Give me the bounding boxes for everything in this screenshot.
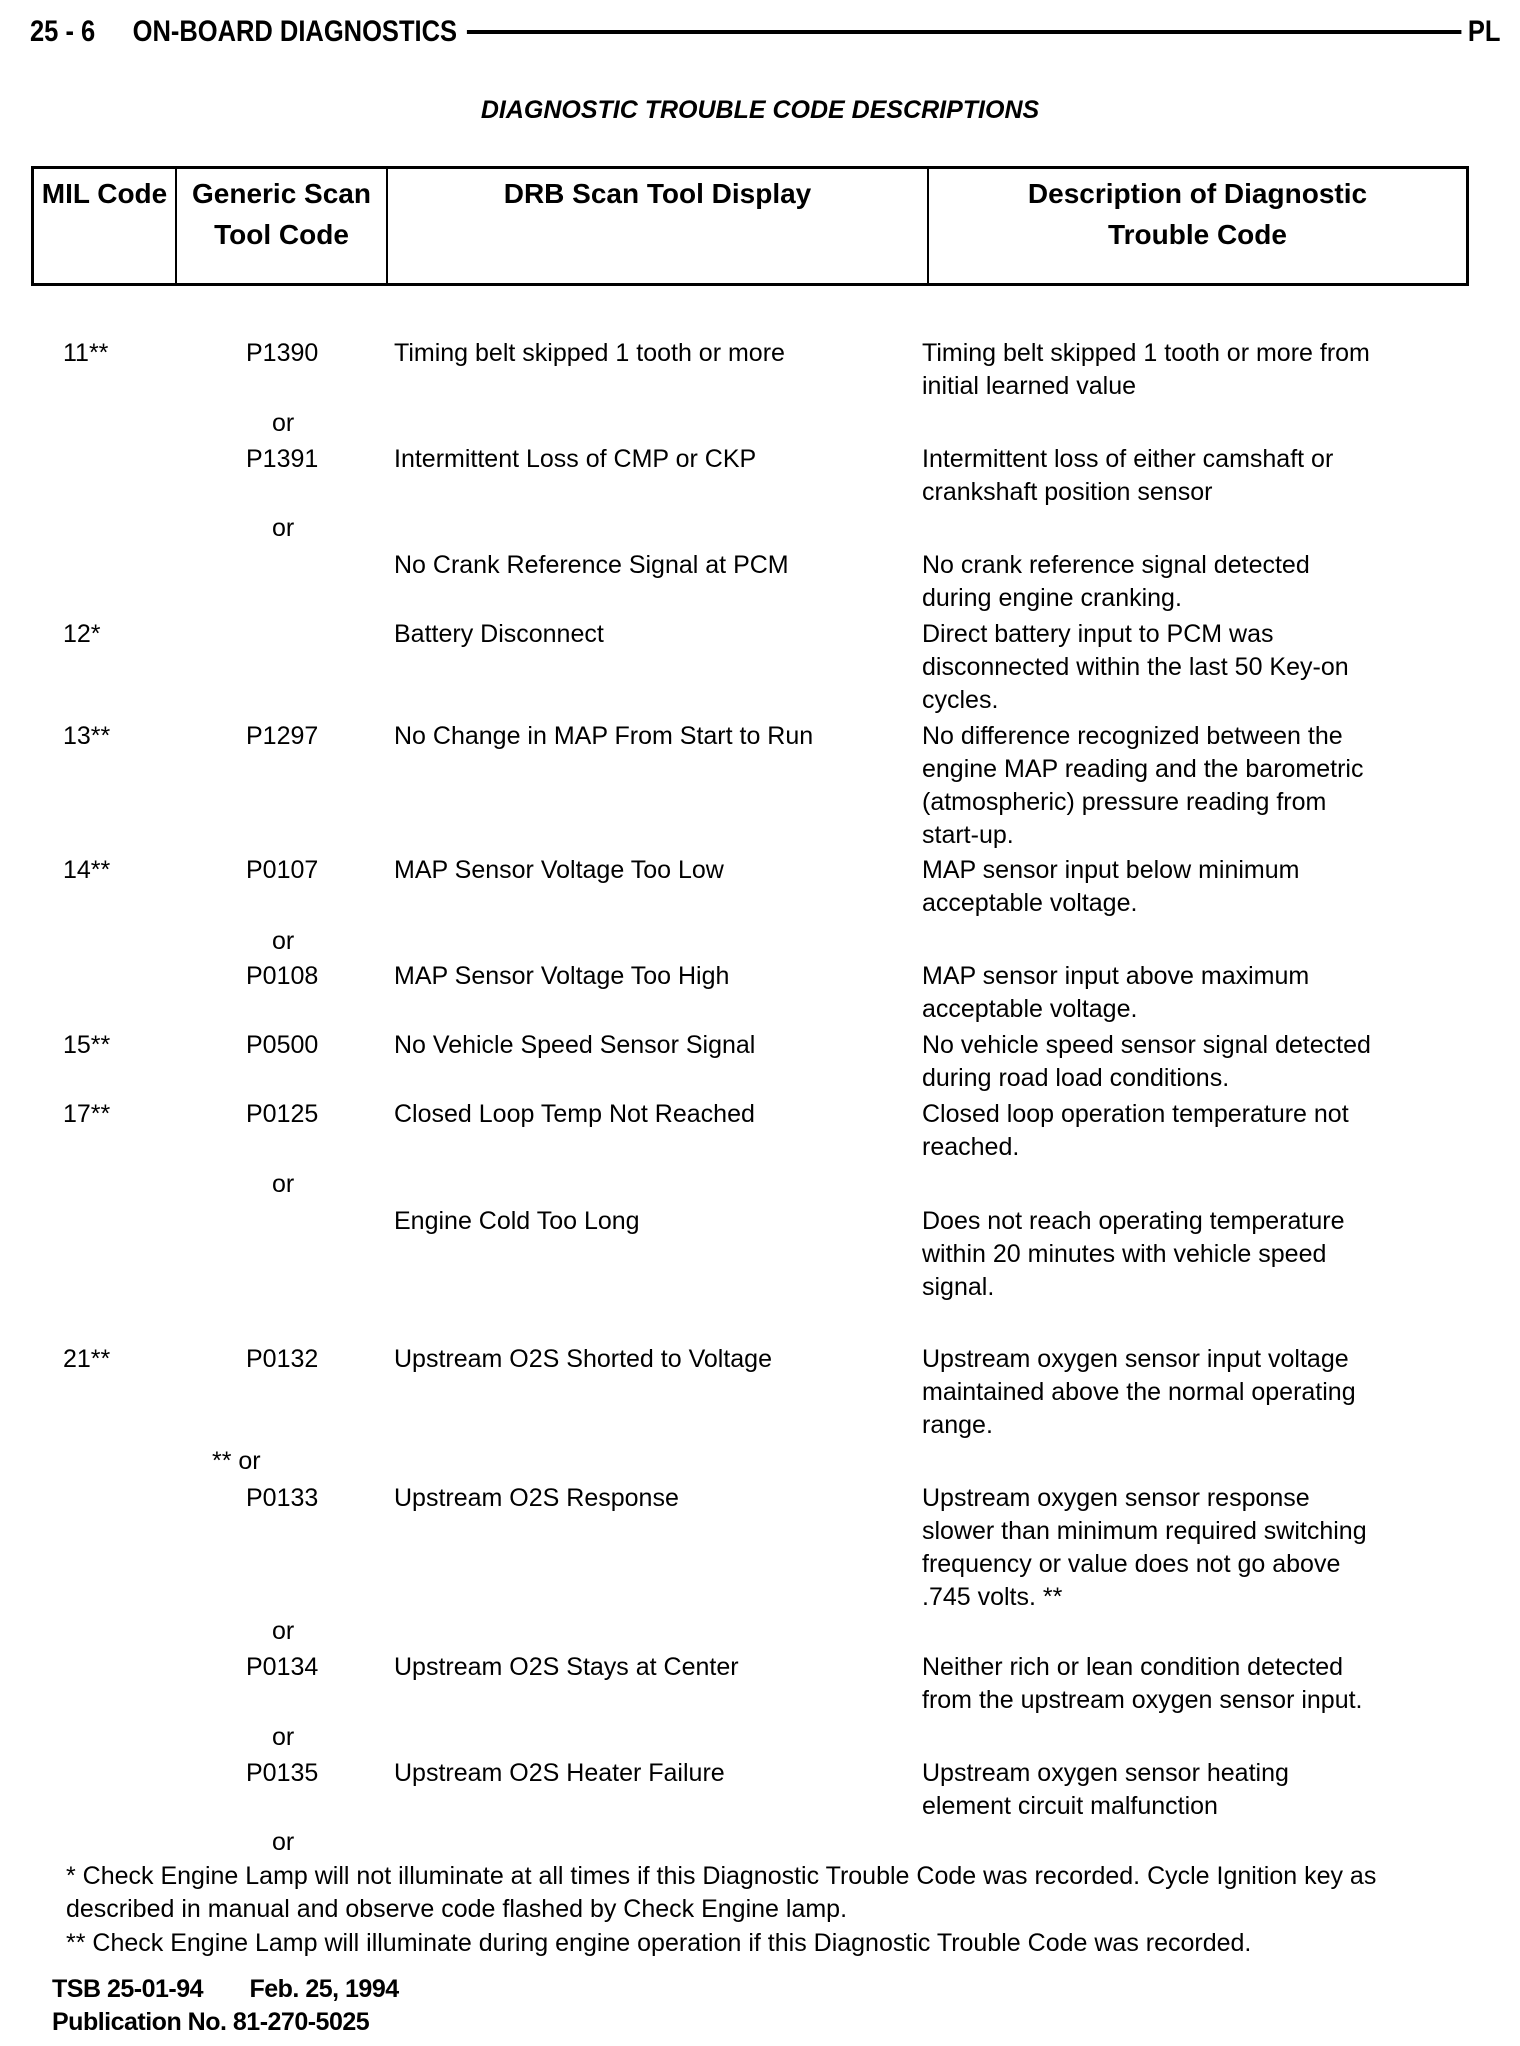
- header-rule: [467, 30, 1461, 34]
- publication-number: Publication No. 81-270-5025: [52, 2008, 370, 2036]
- tsb-number: TSB 25-01-94: [52, 1975, 204, 2003]
- scan-tool-code: or: [272, 1828, 295, 1856]
- section-title: ON-BOARD DIAGNOSTICS: [132, 15, 458, 48]
- code-description: Timing belt skipped 1 tooth or more from initial learned value: [922, 339, 1370, 400]
- scan-tool-code: P0132: [246, 1345, 319, 1373]
- code-description: Does not reach operating temperature within 20 minutes with vehicle speed signal.: [922, 1207, 1345, 1301]
- code-description: MAP sensor input above maximum acceptable voltage.: [922, 962, 1310, 1023]
- scan-tool-code: P0107: [246, 856, 319, 884]
- mil-code: 17**: [63, 1100, 111, 1128]
- code-description: Upstream oxygen sensor response slower than minimum required switching frequency or value does not go above .745 volts. **: [922, 1484, 1367, 1611]
- scan-tool-code: P0125: [246, 1100, 319, 1128]
- code-description: Direct battery input to PCM was disconnected within the last 50 Key-on cycles.: [922, 620, 1349, 714]
- tsb-date: Feb. 25, 1994: [249, 1975, 399, 2003]
- column-header-drb: DRB Scan Tool Display: [388, 169, 929, 283]
- mil-code: 15**: [63, 1031, 111, 1059]
- table-header: [31, 166, 1469, 286]
- code-description: No vehicle speed sensor signal detected during road load conditions.: [922, 1031, 1371, 1092]
- code-description: Neither rich or lean condition detected from the upstream oxygen sensor input.: [922, 1653, 1363, 1714]
- code-description: Upstream oxygen sensor heating element circuit malfunction: [922, 1759, 1289, 1820]
- scan-tool-code: ** or: [212, 1447, 261, 1475]
- mil-code: 14**: [63, 856, 111, 884]
- scan-tool-code: P0133: [246, 1484, 319, 1512]
- drb-display: Battery Disconnect: [394, 620, 604, 648]
- mil-code: 12*: [63, 620, 101, 648]
- drb-display: No Change in MAP From Start to Run: [394, 722, 814, 750]
- drb-display: Upstream O2S Shorted to Voltage: [394, 1345, 772, 1373]
- scan-tool-code: or: [272, 927, 295, 955]
- model-code: PL: [1467, 15, 1501, 48]
- drb-display: Upstream O2S Stays at Center: [394, 1653, 739, 1681]
- scan-tool-code: or: [272, 1617, 295, 1645]
- column-header-mil: MIL Code: [34, 169, 177, 283]
- mil-code: 13**: [63, 722, 111, 750]
- page-header: [30, 12, 1501, 52]
- scan-tool-code: or: [272, 514, 295, 542]
- scan-tool-code: P0500: [246, 1031, 319, 1059]
- mil-code: 11**: [63, 339, 109, 367]
- drb-display: Upstream O2S Heater Failure: [394, 1759, 725, 1787]
- drb-display: Timing belt skipped 1 tooth or more: [394, 339, 785, 367]
- drb-display: No Crank Reference Signal at PCM: [394, 551, 789, 579]
- footnote-double-asterisk: ** Check Engine Lamp will illuminate during engine operation if this Diagnostic Trouble Code was recorded.: [66, 1929, 1252, 1957]
- drb-display: MAP Sensor Voltage Too High: [394, 962, 730, 990]
- code-description: MAP sensor input below minimum acceptable voltage.: [922, 856, 1300, 917]
- code-description: Upstream oxygen sensor input voltage maintained above the normal operating range.: [922, 1345, 1356, 1439]
- scan-tool-code: P1390: [246, 339, 319, 367]
- scan-tool-code: P0134: [246, 1653, 319, 1681]
- tsb-line: [52, 1975, 399, 2004]
- drb-display: Upstream O2S Response: [394, 1484, 679, 1512]
- code-description: No crank reference signal detected during engine cranking.: [922, 551, 1310, 612]
- drb-display: No Vehicle Speed Sensor Signal: [394, 1031, 756, 1059]
- code-description: No difference recognized between the engine MAP reading and the barometric (atmospheric) pressure reading from start-up.: [922, 722, 1364, 849]
- scan-tool-code: P0135: [246, 1759, 319, 1787]
- scan-tool-code: or: [272, 1723, 295, 1751]
- drb-display: Intermittent Loss of CMP or CKP: [394, 445, 757, 473]
- column-header-generic: Generic Scan Tool Code: [177, 169, 388, 283]
- scan-tool-code: P1297: [246, 722, 319, 750]
- code-description: Intermittent loss of either camshaft or crankshaft position sensor: [922, 445, 1334, 506]
- scan-tool-code: or: [272, 409, 295, 437]
- drb-display: Engine Cold Too Long: [394, 1207, 640, 1235]
- scan-tool-code: P0108: [246, 962, 319, 990]
- column-header-description: Description of Diagnostic Trouble Code: [1027, 178, 1368, 250]
- section-number: 25 - 6: [30, 15, 96, 48]
- mil-code: 21**: [63, 1345, 111, 1373]
- code-description: Closed loop operation temperature not reached.: [922, 1100, 1349, 1161]
- drb-display: MAP Sensor Voltage Too Low: [394, 856, 724, 884]
- scan-tool-code: or: [272, 1170, 295, 1198]
- drb-display: Closed Loop Temp Not Reached: [394, 1100, 755, 1128]
- table-title: DIAGNOSTIC TROUBLE CODE DESCRIPTIONS: [480, 96, 1040, 124]
- scan-tool-code: P1391: [246, 445, 319, 473]
- footnote-single-asterisk: * Check Engine Lamp will not illuminate at all times if this Diagnostic Trouble Code was recorded. Cycle Ignition key as described in manual and observe code flashed by Check Engine lamp.: [66, 1862, 1377, 1923]
